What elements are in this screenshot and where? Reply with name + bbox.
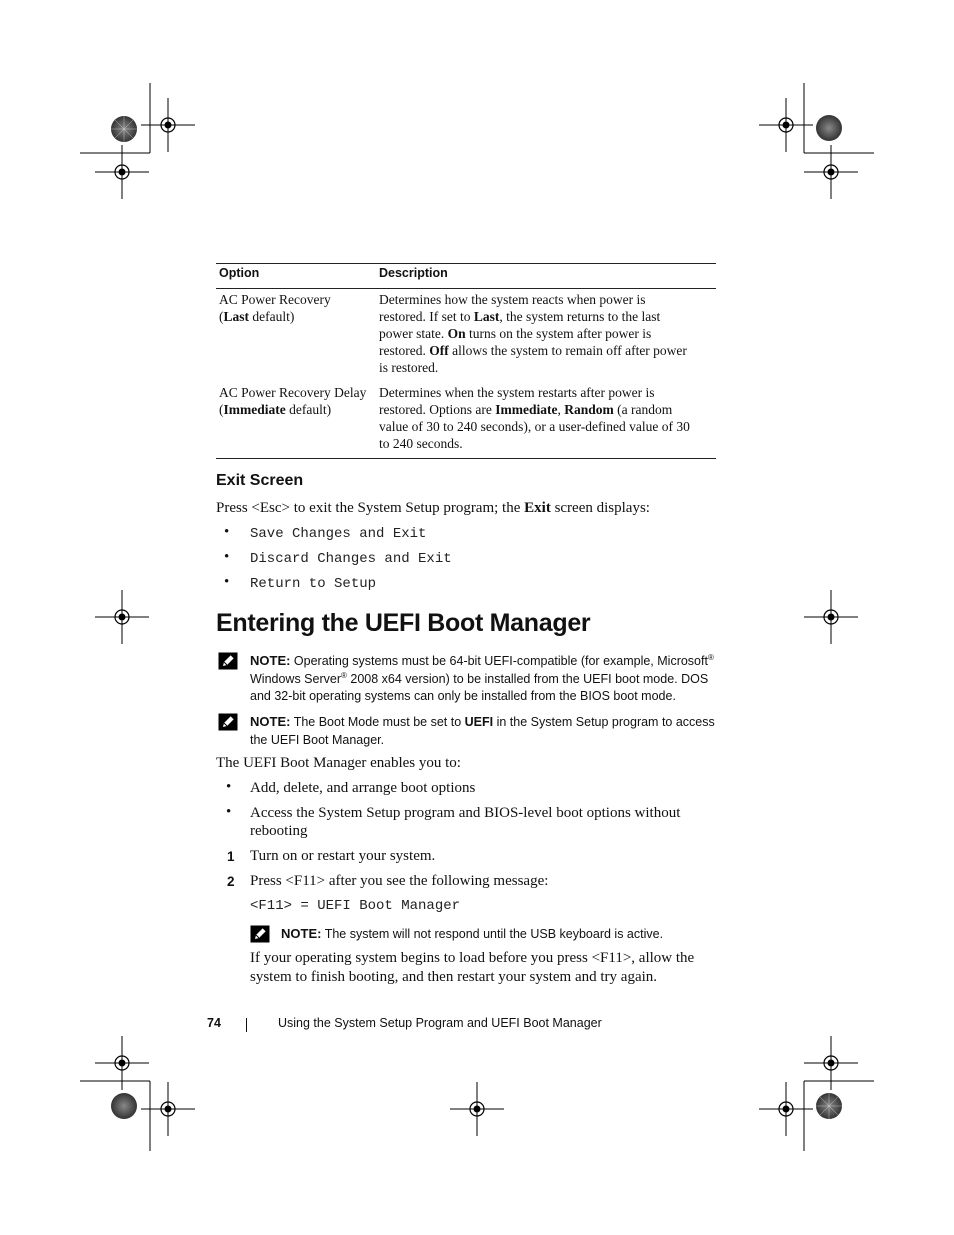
uefi-bullet-access-cont: rebooting: [250, 823, 308, 839]
note-usb-keyboard: NOTE: The system will not respond until the USB keyboard is active.: [281, 926, 664, 941]
description-line: Determines how the system reacts when power is: [379, 292, 646, 307]
table-header-option: Option: [219, 266, 260, 280]
description-line: restored. If set to Last, the system returns to the last: [379, 309, 661, 324]
exit-option-save: Save Changes and Exit: [250, 526, 427, 542]
description-line: Determines when the system restarts after power is: [379, 385, 655, 400]
table-bottom-rule: [216, 458, 716, 459]
table-top-rule: [216, 263, 716, 264]
table-row-description: [379, 384, 690, 452]
note-pencil-icon: [218, 713, 238, 731]
uefi-bullet-add: Add, delete, and arrange boot options: [250, 780, 476, 796]
uefi-bullet-access: Access the System Setup program and BIOS-level boot options without: [250, 805, 681, 821]
footer-title: Using the System Setup Program and UEFI Boot Manager: [278, 1016, 602, 1030]
exit-screen-heading: Exit Screen: [216, 472, 304, 489]
bullet-icon: •: [226, 779, 232, 795]
description-line: to 240 seconds.: [379, 436, 463, 451]
closing-paragraph: If your operating system begins to load before you press <F11>, allow the system to finish booting, and then restart your system and try again.: [250, 950, 695, 985]
step-number: 2: [227, 874, 235, 889]
bullet-icon: •: [224, 524, 230, 540]
table-row-option: AC Power Recovery Delay (Immediate default): [219, 385, 367, 417]
starburst-icon: [111, 116, 137, 142]
description-line: value of 30 to 240 seconds), or a user-defined value of 30: [379, 419, 690, 434]
uefi-heading: Entering the UEFI Boot Manager: [216, 609, 591, 637]
exit-screen-intro: Press <Esc> to exit the System Setup program; the Exit screen displays:: [216, 500, 650, 516]
bullet-icon: •: [224, 574, 230, 590]
step-number: 1: [227, 849, 235, 864]
step-text: Press <F11> after you see the following message:: [250, 873, 549, 889]
uefi-enables-intro: The UEFI Boot Manager enables you to:: [216, 755, 461, 771]
table-header-description: Description: [379, 266, 448, 280]
note-pencil-icon: [218, 652, 238, 670]
table-row-description: [379, 291, 687, 376]
exit-option-discard: Discard Changes and Exit: [250, 551, 452, 567]
exit-option-return: Return to Setup: [250, 576, 377, 592]
description-line: restored. Off allows the system to remain off after power: [379, 343, 687, 358]
note-boot-mode: NOTE: The Boot Mode must be set to UEFI in the System Setup program to access the UEFI Boot Manager.: [250, 714, 715, 747]
description-line: restored. Options are Immediate, Random (a random: [379, 402, 673, 417]
step-text: Turn on or restart your system.: [250, 848, 436, 864]
note-pencil-icon: [250, 925, 270, 943]
footer-divider: [246, 1018, 247, 1032]
description-line: is restored.: [379, 360, 439, 375]
page-number: 74: [207, 1016, 221, 1030]
bullet-icon: •: [224, 549, 230, 565]
bullet-icon: •: [226, 804, 232, 820]
description-line: power state. On turns on the system after power is: [379, 326, 652, 341]
table-row-option: AC Power Recovery (Last default): [219, 292, 331, 324]
table-header-rule: [216, 288, 716, 289]
note-uefi-compat: NOTE: Operating systems must be 64-bit UEFI-compatible (for example, Microsoft® Windows Server® 2008 x64 version) to be installed from the UEFI boot mode. DOS and 32-bit operating systems can only be installed from the BIOS boot mode.: [250, 652, 714, 703]
f11-message-code: <F11> = UEFI Boot Manager: [250, 898, 461, 914]
